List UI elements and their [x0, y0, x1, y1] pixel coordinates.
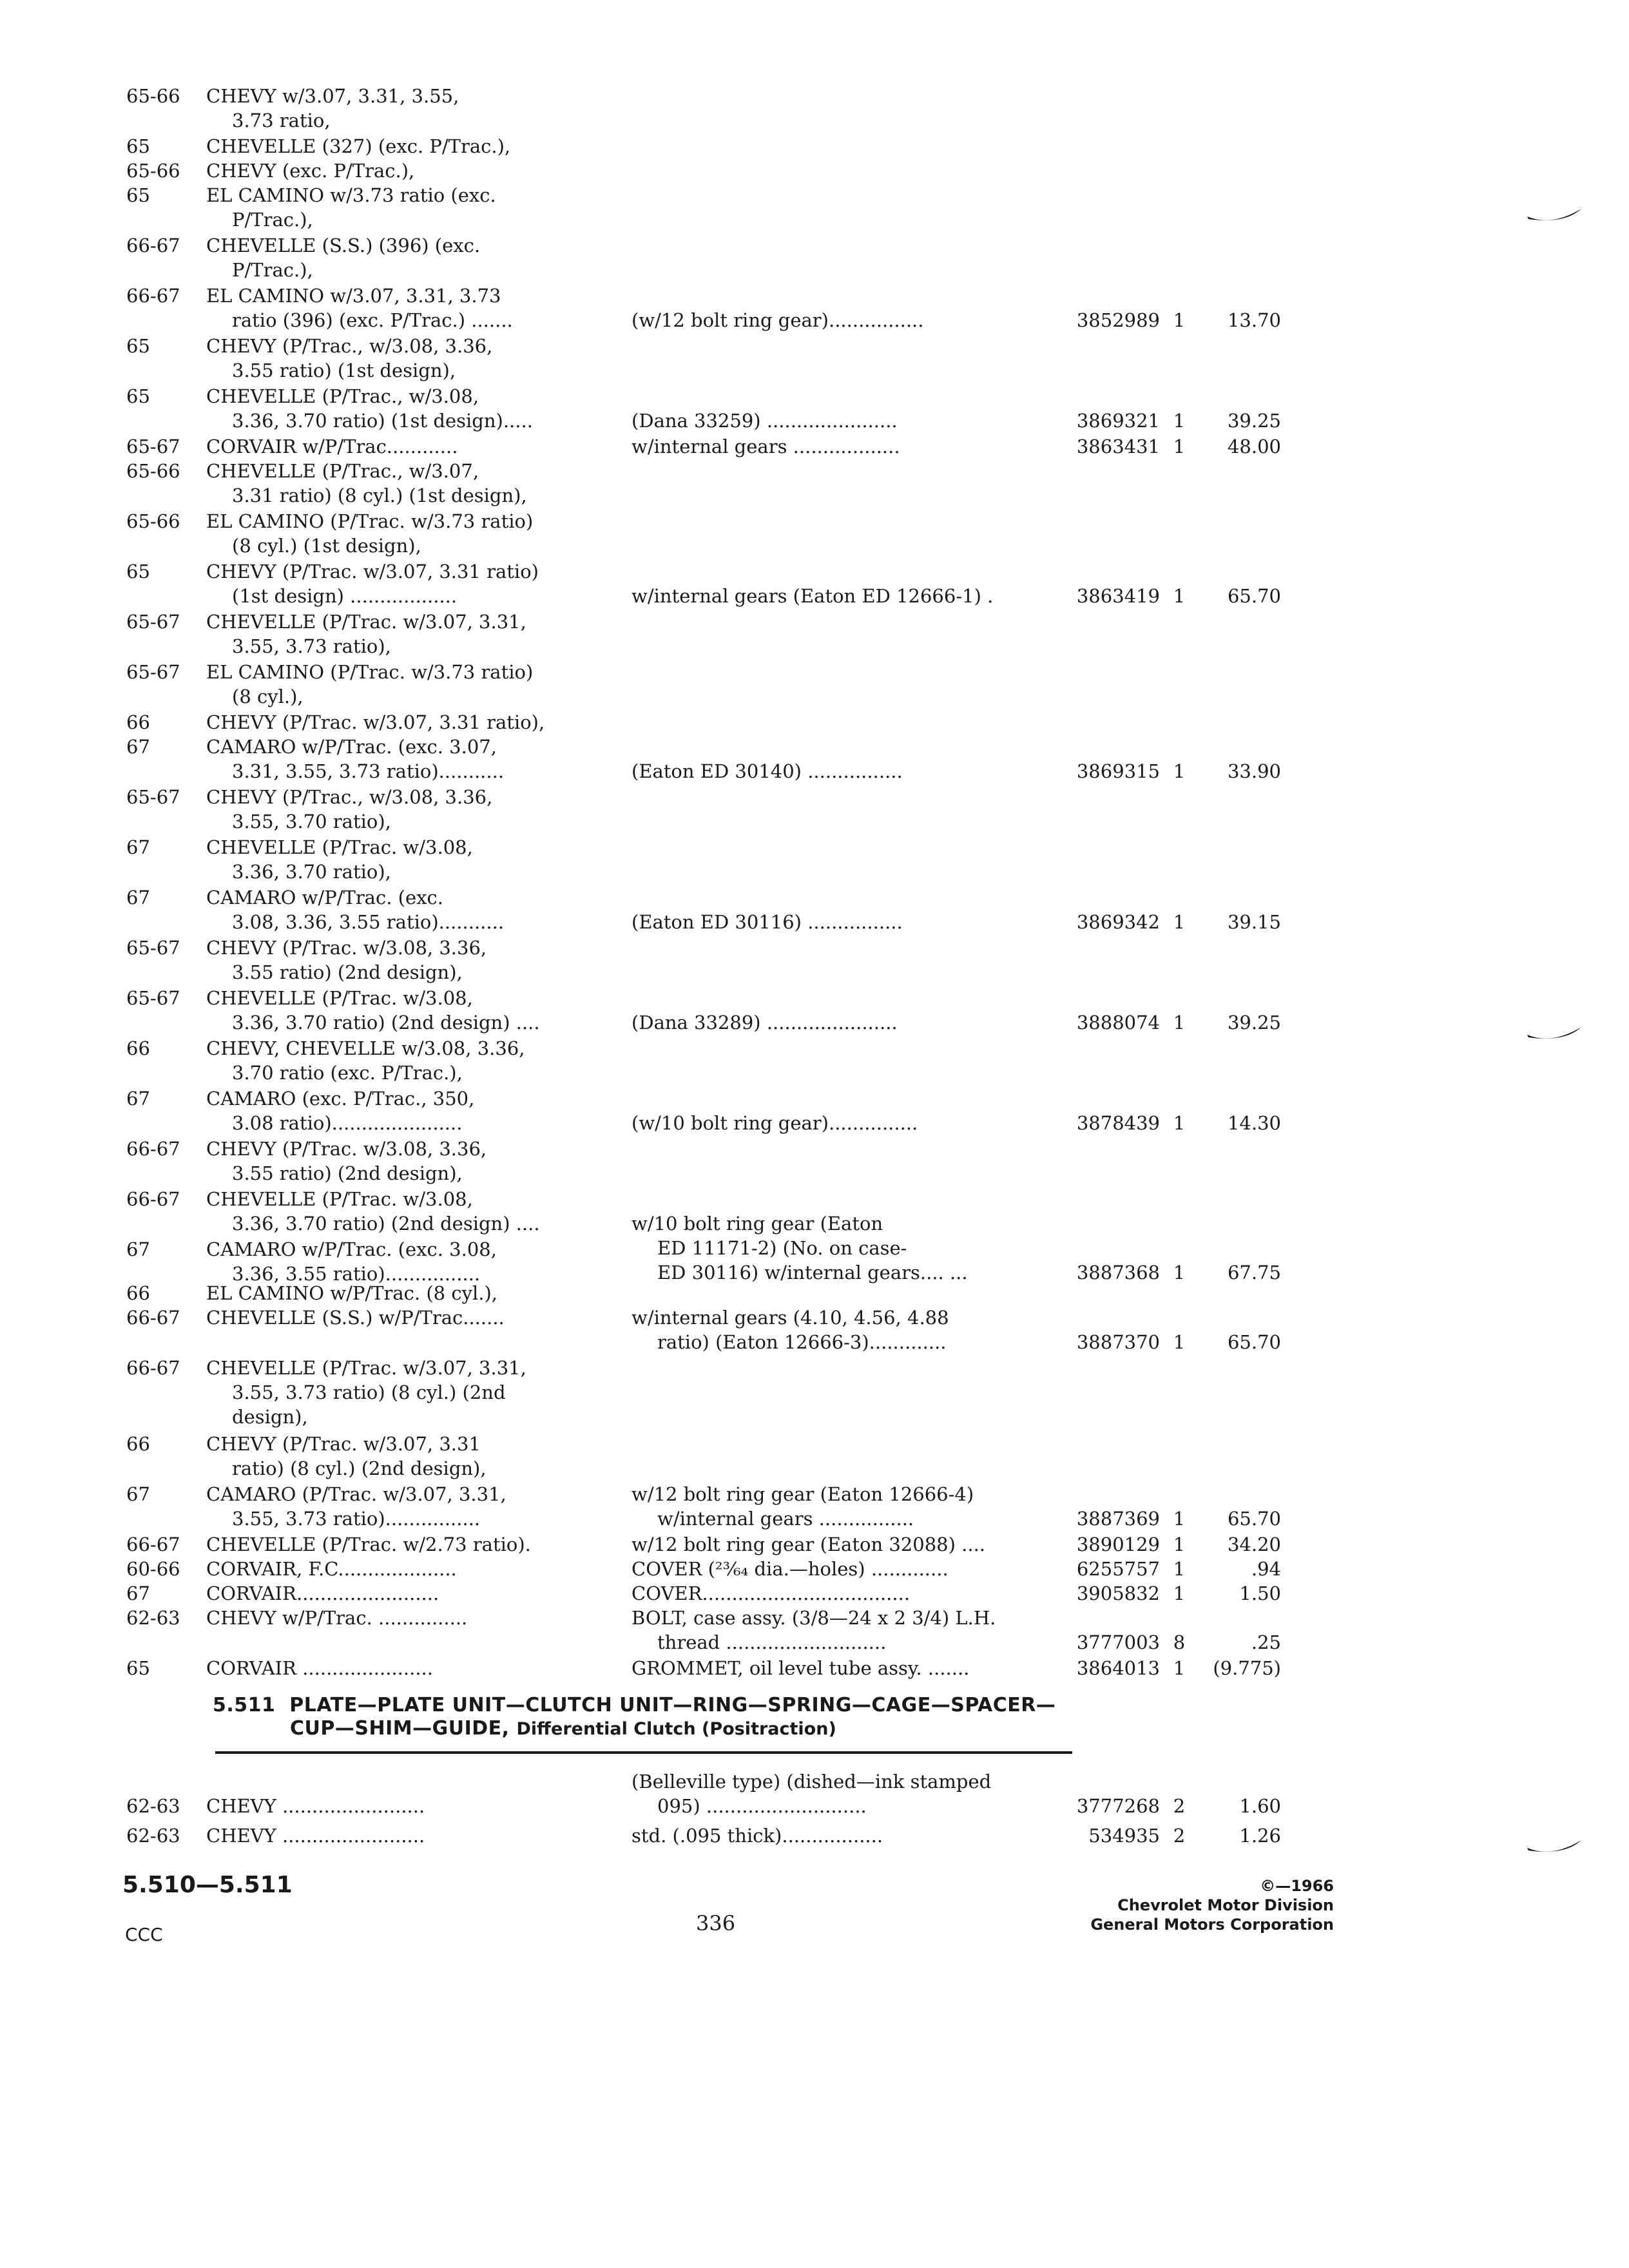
- row-description: ratio) (Eaton 12666-3).............: [657, 1331, 947, 1353]
- row-year: 67: [126, 1088, 150, 1110]
- row-part-number: 3887368: [1076, 1262, 1160, 1283]
- row-year: 67: [126, 1483, 150, 1505]
- row-application: EL CAMINO w/3.07, 3.31, 3.73: [206, 285, 501, 307]
- row-year: 65: [126, 184, 150, 206]
- row-part-number: 3888074: [1076, 1012, 1160, 1033]
- row-year: 66: [126, 1433, 150, 1455]
- row-application: 3.73 ratio,: [232, 110, 331, 131]
- row-description: w/internal gears ..................: [631, 436, 900, 457]
- row-year: 65-67: [126, 786, 180, 808]
- row-description: (w/10 bolt ring gear)...............: [631, 1112, 918, 1134]
- row-description: COVER...................................: [631, 1582, 911, 1604]
- row-application: ratio (396) (exc. P/Trac.) .......: [232, 309, 513, 331]
- row-application: CHEVELLE (S.S.) w/P/Trac.......: [206, 1307, 505, 1329]
- row-year: 66: [126, 1282, 150, 1304]
- row-year: 62-63: [126, 1795, 180, 1817]
- row-application: CHEVY w/3.07, 3.31, 3.55,: [206, 85, 459, 107]
- row-application: (1st design) ..................: [232, 585, 458, 607]
- row-year: 66-67: [126, 1307, 180, 1329]
- row-description: thread ...........................: [657, 1631, 887, 1653]
- row-quantity: 1: [1173, 309, 1186, 331]
- row-price: 1.60: [1239, 1795, 1281, 1817]
- footer-code: CCC: [125, 1924, 163, 1945]
- row-application: 3.31 ratio) (8 cyl.) (1st design),: [232, 485, 527, 506]
- row-quantity: 2: [1173, 1795, 1186, 1817]
- row-application: CHEVELLE (327) (exc. P/Trac.),: [206, 135, 511, 157]
- row-application: EL CAMINO (P/Trac. w/3.73 ratio): [206, 661, 534, 683]
- row-application: CHEVY (P/Trac. w/3.07, 3.31 ratio): [206, 561, 539, 582]
- row-price: (9.775): [1213, 1657, 1281, 1679]
- row-part-number: 6255757: [1076, 1558, 1160, 1580]
- row-application: 3.36, 3.70 ratio) (2nd design) ....: [232, 1213, 540, 1235]
- row-quantity: 1: [1173, 1508, 1186, 1530]
- row-price: 33.90: [1227, 760, 1281, 782]
- row-year: 65-66: [126, 510, 180, 532]
- row-price: 1.50: [1239, 1582, 1281, 1604]
- row-price: 13.70: [1227, 309, 1281, 331]
- footer-copyright: ©—1966: [1260, 1877, 1334, 1895]
- row-quantity: 1: [1173, 1012, 1186, 1033]
- row-application: 3.55, 3.70 ratio),: [232, 811, 391, 832]
- row-application: CORVAIR, F.C....................: [206, 1558, 457, 1580]
- row-year: 66: [126, 711, 150, 733]
- row-part-number: 3878439: [1076, 1112, 1160, 1134]
- row-application: (8 cyl.),: [232, 686, 304, 707]
- row-application: CAMARO w/P/Trac. (exc. 3.07,: [206, 736, 497, 758]
- row-year: 65: [126, 1657, 150, 1679]
- row-price: 65.70: [1227, 585, 1281, 607]
- row-price: 34.20: [1227, 1533, 1281, 1555]
- row-application: ratio) (8 cyl.) (2nd design),: [232, 1457, 487, 1479]
- section-subtitle: Differential Clutch (Positraction): [516, 1719, 836, 1739]
- row-application: CHEVY (P/Trac. w/3.08, 3.36,: [206, 1138, 487, 1160]
- row-description: (Dana 33259) ......................: [631, 410, 898, 432]
- row-year: 65-66: [126, 160, 180, 182]
- row-application: 3.08, 3.36, 3.55 ratio)...........: [232, 911, 505, 933]
- row-description: (Dana 33289) ......................: [631, 1012, 898, 1033]
- row-description: ED 11171-2) (No. on case-: [657, 1237, 907, 1259]
- section-divider: [215, 1751, 1072, 1754]
- row-application: 3.55, 3.73 ratio)................: [232, 1508, 481, 1530]
- row-part-number: 3777268: [1076, 1795, 1160, 1817]
- binder-mark: [1526, 1023, 1584, 1049]
- row-application: EL CAMINO w/3.73 ratio (exc.: [206, 184, 496, 206]
- row-price: 39.15: [1227, 911, 1281, 933]
- row-application: P/Trac.),: [232, 209, 313, 231]
- row-price: 65.70: [1227, 1331, 1281, 1353]
- row-quantity: 1: [1173, 1331, 1186, 1353]
- row-year: 60-66: [126, 1558, 180, 1580]
- row-quantity: 1: [1173, 760, 1186, 782]
- row-year: 65: [126, 561, 150, 582]
- row-part-number: 3869315: [1076, 760, 1160, 782]
- page-number: 336: [696, 1911, 736, 1936]
- row-description: ED 30116) w/internal gears.... ...: [657, 1262, 968, 1283]
- row-description: GROMMET, oil level tube assy. .......: [631, 1657, 970, 1679]
- row-application: CHEVY (P/Trac., w/3.08, 3.36,: [206, 335, 493, 357]
- row-application: 3.36, 3.70 ratio) (1st design).....: [232, 410, 533, 432]
- row-year: 67: [126, 836, 150, 858]
- row-application: CHEVY w/P/Trac. ...............: [206, 1607, 468, 1629]
- row-application: CAMARO w/P/Trac. (exc. 3.08,: [206, 1238, 497, 1260]
- section-title-cont: CUP—SHIM—GUIDE,: [290, 1717, 510, 1740]
- row-application: EL CAMINO (P/Trac. w/3.73 ratio): [206, 510, 534, 532]
- row-quantity: 1: [1173, 585, 1186, 607]
- row-year: 65-66: [126, 460, 180, 482]
- row-year: 66-67: [126, 1138, 180, 1160]
- row-application: CHEVY, CHEVELLE w/3.08, 3.36,: [206, 1037, 525, 1059]
- row-application: CORVAIR w/P/Trac............: [206, 436, 458, 457]
- row-description: (Eaton ED 30116) ................: [631, 911, 903, 933]
- row-quantity: 1: [1173, 1262, 1186, 1283]
- row-quantity: 1: [1173, 911, 1186, 933]
- row-year: 66-67: [126, 285, 180, 307]
- row-part-number: 3890129: [1076, 1533, 1160, 1555]
- row-year: 65: [126, 335, 150, 357]
- row-description: w/internal gears (4.10, 4.56, 4.88: [631, 1307, 949, 1329]
- row-year: 65-66: [126, 85, 180, 107]
- row-part-number: 3869342: [1076, 911, 1160, 933]
- row-application: CHEVY (P/Trac. w/3.07, 3.31: [206, 1433, 481, 1455]
- row-year: 65-67: [126, 611, 180, 633]
- row-part-number: 534935: [1088, 1825, 1160, 1847]
- row-year: 65-67: [126, 987, 180, 1009]
- row-year: 65-67: [126, 661, 180, 683]
- row-quantity: 1: [1173, 1112, 1186, 1134]
- row-part-number: 3863419: [1076, 585, 1160, 607]
- row-quantity: 8: [1173, 1631, 1186, 1653]
- row-quantity: 1: [1173, 1657, 1186, 1679]
- row-application: 3.08 ratio)......................: [232, 1112, 463, 1134]
- row-application: CHEVY ........................: [206, 1825, 425, 1847]
- row-year: 66-67: [126, 235, 180, 256]
- row-application: CHEVELLE (P/Trac. w/3.08,: [206, 987, 473, 1009]
- row-part-number: 3777003: [1076, 1631, 1160, 1653]
- row-quantity: 2: [1173, 1825, 1186, 1847]
- row-part-number: 3905832: [1076, 1582, 1160, 1604]
- row-application: 3.70 ratio (exc. P/Trac.),: [232, 1062, 463, 1084]
- row-quantity: 1: [1173, 410, 1186, 432]
- row-description: (Eaton ED 30140) ................: [631, 760, 903, 782]
- row-application: CHEVY (P/Trac. w/3.07, 3.31 ratio),: [206, 711, 545, 733]
- row-application: 3.36, 3.55 ratio)................: [232, 1263, 481, 1285]
- binder-mark: [1526, 205, 1584, 231]
- row-application: CHEVELLE (P/Trac., w/3.07,: [206, 460, 479, 482]
- row-application: CAMARO (P/Trac. w/3.07, 3.31,: [206, 1483, 506, 1505]
- row-application: CHEVY (P/Trac. w/3.08, 3.36,: [206, 937, 487, 959]
- row-application: CHEVELLE (P/Trac. w/3.07, 3.31,: [206, 611, 526, 633]
- row-application: design),: [232, 1406, 308, 1428]
- row-part-number: 3869321: [1076, 410, 1160, 432]
- row-description: w/internal gears (Eaton ED 12666-1) .: [631, 585, 994, 607]
- row-part-number: 3863431: [1076, 436, 1160, 457]
- row-year: 66: [126, 1037, 150, 1059]
- row-application: CHEVY (P/Trac., w/3.08, 3.36,: [206, 786, 493, 808]
- row-description: std. (.095 thick).................: [631, 1825, 883, 1847]
- row-year: 66-67: [126, 1188, 180, 1210]
- row-application: CHEVY (exc. P/Trac.),: [206, 160, 415, 182]
- row-part-number: 3887370: [1076, 1331, 1160, 1353]
- row-year: 67: [126, 736, 150, 758]
- row-year: 67: [126, 1238, 150, 1260]
- section-title-line2: [290, 1716, 836, 1742]
- section-title-line1: [213, 1693, 1055, 1718]
- footer-division: Chevrolet Motor Division: [1117, 1896, 1334, 1914]
- row-year: 66-67: [126, 1357, 180, 1379]
- row-quantity: 1: [1173, 436, 1186, 457]
- row-price: 67.75: [1227, 1262, 1281, 1283]
- row-price: 1.26: [1239, 1825, 1281, 1847]
- row-application: CORVAIR........................: [206, 1582, 439, 1604]
- row-price: 39.25: [1227, 410, 1281, 432]
- row-part-number: 3887369: [1076, 1508, 1160, 1530]
- row-application: CHEVELLE (P/Trac. w/2.73 ratio).: [206, 1533, 531, 1555]
- row-application: CHEVY ........................: [206, 1795, 425, 1817]
- row-description: w/internal gears ................: [657, 1508, 914, 1530]
- row-application: 3.55 ratio) (1st design),: [232, 360, 456, 381]
- footer-corporation: General Motors Corporation: [1090, 1916, 1334, 1934]
- row-application: 3.36, 3.70 ratio),: [232, 861, 391, 883]
- row-application: CAMARO w/P/Trac. (exc.: [206, 887, 443, 908]
- row-application: CAMARO (exc. P/Trac., 350,: [206, 1088, 475, 1110]
- row-year: 62-63: [126, 1607, 180, 1629]
- row-application: 3.36, 3.70 ratio) (2nd design) ....: [232, 1012, 540, 1033]
- row-application: CHEVELLE (S.S.) (396) (exc.: [206, 235, 481, 256]
- row-application: P/Trac.),: [232, 259, 313, 281]
- row-price: 14.30: [1227, 1112, 1281, 1134]
- row-year: 67: [126, 887, 150, 908]
- row-year: 65: [126, 135, 150, 157]
- row-application: (8 cyl.) (1st design),: [232, 535, 421, 557]
- row-year: 62-63: [126, 1825, 180, 1847]
- row-application: 3.31, 3.55, 3.73 ratio)...........: [232, 760, 505, 782]
- row-part-number: 3864013: [1076, 1657, 1160, 1679]
- row-description: (Belleville type) (dished—ink stamped: [631, 1771, 992, 1792]
- row-year: 65-67: [126, 937, 180, 959]
- row-price: 65.70: [1227, 1508, 1281, 1530]
- binder-mark: [1526, 1836, 1584, 1862]
- row-description: BOLT, case assy. (3/8—24 x 2 3/4) L.H.: [631, 1607, 996, 1629]
- section-title: PLATE—PLATE UNIT—CLUTCH UNIT—RING—SPRING—CAGE—SPACER—: [289, 1694, 1056, 1716]
- row-description: 095) ...........................: [657, 1795, 867, 1817]
- row-part-number: 3852989: [1076, 309, 1160, 331]
- section-number: 5.511: [213, 1694, 276, 1716]
- row-application: 3.55, 3.73 ratio) (8 cyl.) (2nd: [232, 1381, 506, 1403]
- row-application: 3.55 ratio) (2nd design),: [232, 1162, 463, 1184]
- row-price: .94: [1251, 1558, 1281, 1580]
- row-quantity: 1: [1173, 1582, 1186, 1604]
- row-description: w/12 bolt ring gear (Eaton 32088) ....: [631, 1533, 986, 1555]
- row-application: CHEVELLE (P/Trac. w/3.08,: [206, 1188, 473, 1210]
- row-description: w/10 bolt ring gear (Eaton: [631, 1213, 883, 1235]
- row-application: CHEVELLE (P/Trac. w/3.08,: [206, 836, 473, 858]
- row-quantity: 1: [1173, 1533, 1186, 1555]
- row-description: w/12 bolt ring gear (Eaton 12666-4): [631, 1483, 974, 1505]
- row-year: 65-67: [126, 436, 180, 457]
- row-price: 39.25: [1227, 1012, 1281, 1033]
- row-application: 3.55, 3.73 ratio),: [232, 635, 391, 657]
- row-application: CORVAIR ......................: [206, 1657, 433, 1679]
- row-application: CHEVELLE (P/Trac., w/3.08,: [206, 385, 479, 407]
- row-application: 3.55 ratio) (2nd design),: [232, 961, 463, 983]
- row-year: 67: [126, 1582, 150, 1604]
- row-description: (w/12 bolt ring gear)................: [631, 309, 924, 331]
- row-year: 65: [126, 385, 150, 407]
- row-price: .25: [1251, 1631, 1281, 1653]
- row-application: CHEVELLE (P/Trac. w/3.07, 3.31,: [206, 1357, 526, 1379]
- footer-range: 5.510—5.511: [122, 1872, 293, 1898]
- row-year: 66-67: [126, 1533, 180, 1555]
- row-application: EL CAMINO w/P/Trac. (8 cyl.),: [206, 1282, 497, 1304]
- row-quantity: 1: [1173, 1558, 1186, 1580]
- row-price: 48.00: [1227, 436, 1281, 457]
- row-description: COVER (²³⁄₆₄ dia.—holes) .............: [631, 1558, 949, 1580]
